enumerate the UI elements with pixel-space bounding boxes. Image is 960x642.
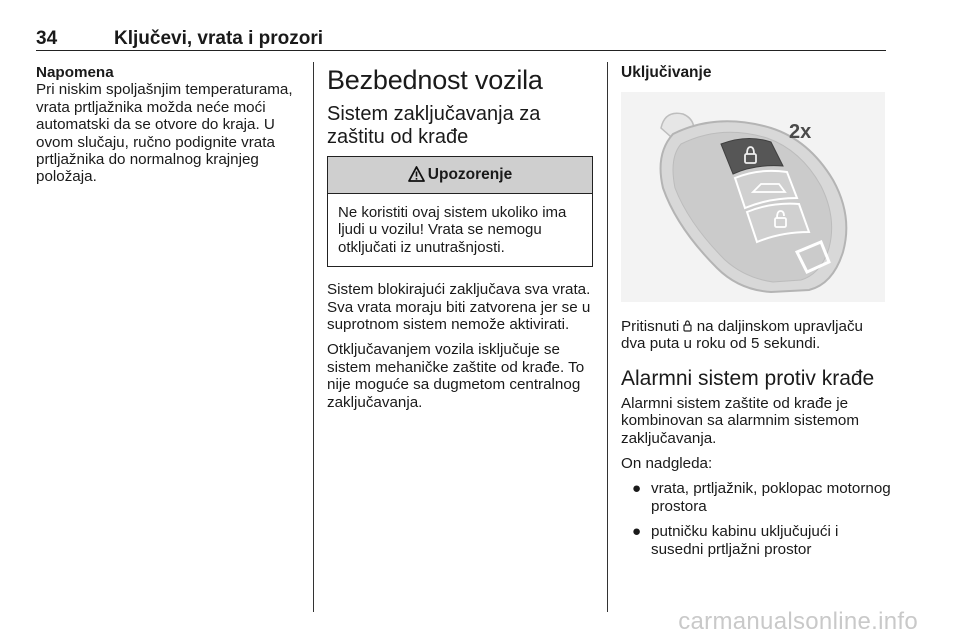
press-count-label: 2x — [789, 121, 812, 143]
column-divider — [313, 62, 314, 612]
subsection-heading: Sistem zaključavanja za zaštitu od krađe — [327, 103, 541, 148]
list-item — [621, 480, 891, 515]
key-fob-illustration — [621, 92, 885, 302]
page-header — [36, 28, 886, 51]
instruction-text-end: na daljinskom upravljaču dva puta u roku od 5 sekundi. — [621, 318, 863, 353]
warning-title: Upozorenje — [427, 166, 513, 183]
note-text: Pri niskim spoljašnjim temperaturama, vrata prtljažnika možda neće moći automatski da se otvore do kraja. U ovom slučaju, ručno podignite vrata prtljažnika do normalnog krajnjeg položaja. — [36, 81, 293, 186]
monitored-list — [621, 480, 891, 558]
alarm-text: Alarmni sistem zaštite od krađe je kombinovan sa alarmnim sistemom zaključavanja. — [621, 394, 860, 447]
watermark: carmanualsonline.info — [678, 608, 918, 635]
warning-box — [327, 156, 593, 267]
instruction-text — [621, 318, 891, 353]
page-title: Ključevi, vrata i prozori — [114, 28, 324, 49]
subsection-title: Uključivanje — [621, 64, 712, 81]
warning-triangle-icon — [408, 166, 425, 182]
list-item — [621, 523, 891, 558]
monitors-label: On nadgleda: — [621, 455, 713, 473]
page-number: 34 — [36, 28, 58, 49]
column-right — [621, 64, 891, 566]
list-item-text: vrata, prtljažnik, poklopac motornog prostora — [651, 480, 891, 515]
warning-text: Ne koristiti ovaj sistem ukoliko ima ljudi u vozilu! Vrata se nemogu otključati iz unutrašnjosti. — [338, 204, 567, 256]
warning-header — [328, 157, 592, 194]
column-left — [36, 64, 300, 194]
section-heading: Bezbednost vozila — [327, 65, 543, 95]
note-title: Napomena — [36, 64, 114, 81]
alarm-heading: Alarmni sistem protiv krađe — [621, 366, 875, 390]
paragraph: Otključavanjem vozila isključuje se sistem mehaničke zaštite od krađe. To nije moguće sa dugmetom centralnog zaključavanja. — [327, 341, 585, 411]
list-item-text: putničku kabinu uključujući i susedni prtljažni prostor — [651, 523, 839, 558]
column-middle — [327, 64, 593, 419]
bullet-icon: ● — [632, 523, 642, 541]
column-divider — [607, 62, 608, 612]
instruction-text-start: Pritisnuti — [621, 318, 684, 335]
bullet-icon: ● — [632, 480, 642, 498]
paragraph: Sistem blokirajući zaključava sva vrata. Sva vrata moraju biti zatvorena jer se u suprotnom sistem nemože aktivirati. — [327, 281, 591, 334]
